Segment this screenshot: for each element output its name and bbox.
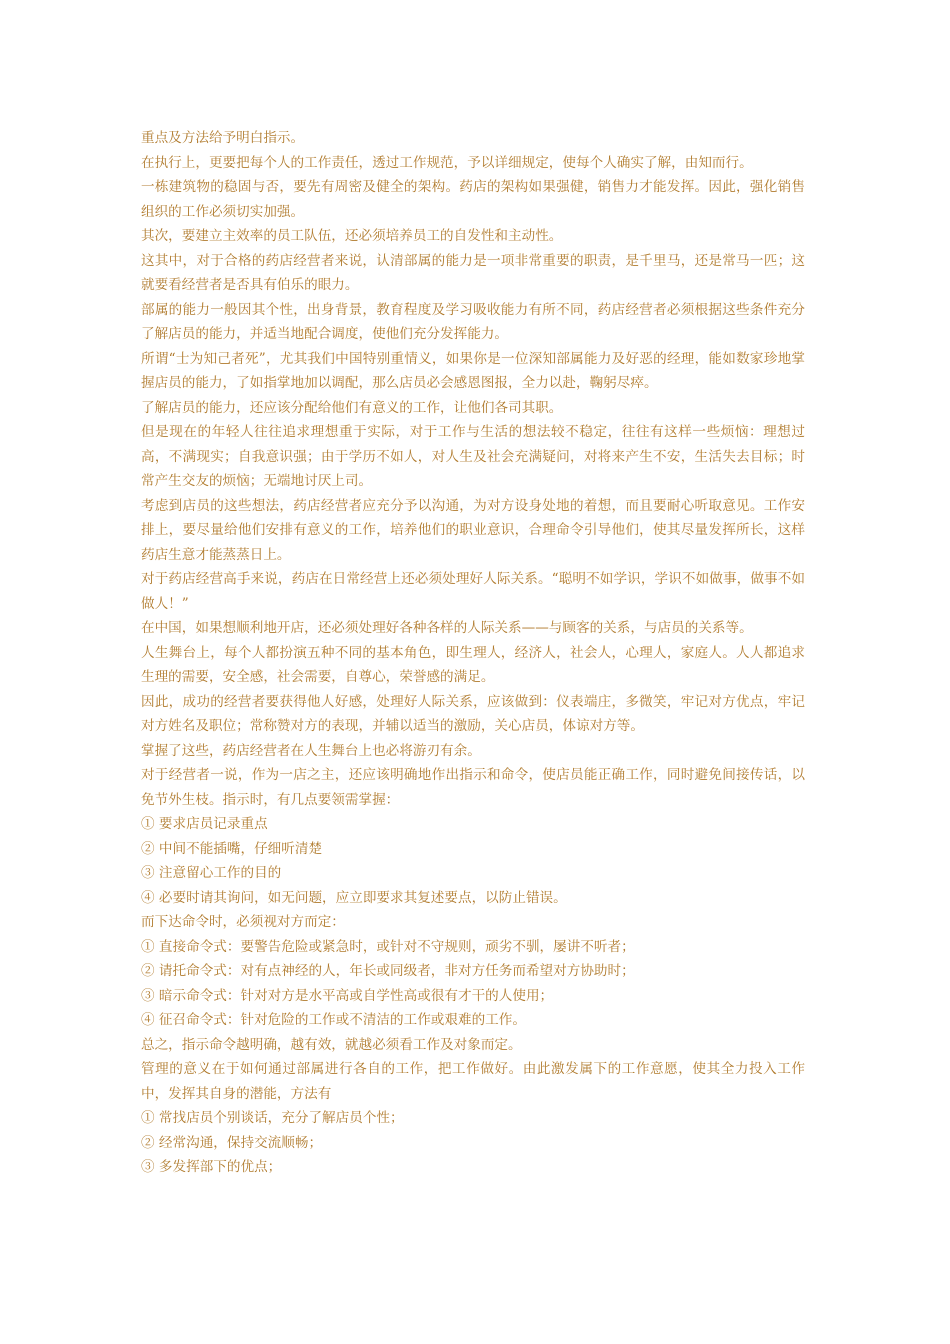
list-item: ③ 注意留心工作的目的	[141, 865, 282, 881]
paragraph: 这其中，对于合格的药店经营者来说，认清部属的能力是一项非常重要的职责，是千里马，还是常马一匹；这就要看经营者是否具有伯乐的眼力。	[141, 252, 805, 293]
paragraph: 而下达命令时，必须视对方而定：	[141, 914, 345, 930]
paragraph: 了解店员的能力，还应该分配给他们有意义的工作，让他们各司其职。	[141, 399, 563, 416]
paragraph: 对于药店经营高手来说，药店在日常经营上还必须处理好人际关系。“聪明不如学识，学识不如做事，做事不如做人！”	[141, 571, 805, 612]
paragraph: 一栋建筑物的稳固与否，要先有周密及健全的架构。药店的架构如果强健，销售力才能发挥。因此，强化销售组织的工作必须切实加强。	[141, 179, 805, 220]
paragraph: 所谓“士为知己者死”，尤其我们中国特别重情义，如果你是一位深知部属能力及好恶的经理，能如数家珍地掌握店员的能力，了如指掌地加以调配，那么店员必会感恩图报，全力以赴，鞠躬尽瘁。	[141, 350, 805, 391]
document-body	[141, 126, 805, 1180]
list-item: ④ 必要时请其询问，如无问题，应立即要求其复述要点，以防止错误。	[141, 889, 567, 906]
paragraph: 掌握了这些，药店经营者在人生舞台上也必将游刃有余。	[141, 742, 481, 759]
list-item: ④ 征召命令式：针对危险的工作或不清洁的工作或艰难的工作。	[141, 1012, 526, 1028]
paragraph: 对于经营者一说，作为一店之主，还应该明确地作出指示和命令，使店员能正确工作，同时避免间接传话，以免节外生枝。指示时，有几点要领需掌握：	[141, 767, 805, 808]
paragraph: 重点及方法给予明白指示。	[141, 130, 305, 146]
list-item: ① 常找店员个别谈话，充分了解店员个性；	[141, 1110, 404, 1126]
list-item: ① 直接命令式：要警告危险或紧急时，或针对不守规则，顽劣不驯，屡讲不听者；	[141, 938, 635, 955]
list-item: ③ 暗示命令式：针对对方是水平高或自学性高或很有才干的人使用；	[141, 987, 554, 1004]
paragraph: 在中国，如果想顺利地开店，还必须处理好各种各样的人际关系——与顾客的关系，与店员的关系等。	[141, 620, 753, 636]
list-item: ③ 多发挥部下的优点；	[141, 1159, 282, 1175]
list-item: ① 要求店员记录重点	[141, 816, 268, 832]
list-item: ② 请托命令式：对有点神经的人，年长或同级者，非对方任务而希望对方协助时；	[141, 963, 635, 979]
paragraph: 部属的能力一般因其个性，出身背景，教育程度及学习吸收能力有所不同，药店经营者必须根据这些条件充分了解店员的能力，并适当地配合调度，使他们充分发挥能力。	[141, 301, 805, 342]
paragraph: 但是现在的年轻人往往追求理想重于实际，对于工作与生活的想法较不稳定，往往有这样一些烦恼：理想过高，不满现实；自我意识强；由于学历不如人，对人生及社会充满疑问，对将来产生不安，生活失去目标；时常产生交友的烦恼；无端地讨厌上司。	[141, 424, 805, 489]
paragraph: 管理的意义在于如何通过部属进行各自的工作，把工作做好。由此激发属下的工作意愿，使其全力投入工作中，发挥其自身的潜能，方法有	[141, 1061, 805, 1102]
paragraph: 总之，指示命令越明确，越有效，就越必须看工作及对象而定。	[141, 1036, 522, 1053]
paragraph: 在执行上，更要把每个人的工作责任，透过工作规范，予以详细规定，使每个人确实了解，由知而行。	[141, 154, 753, 171]
paragraph: 人生舞台上，每个人都扮演五种不同的基本角色，即生理人，经济人，社会人，心理人，家庭人。人人都追求生理的需要，安全感，社会需要，自尊心，荣誉感的满足。	[141, 644, 805, 685]
paragraph: 因此，成功的经营者要获得他人好感，处理好人际关系，应该做到：仪表端庄，多微笑，牢记对方优点，牢记对方姓名及职位；常称赞对方的表现，并辅以适当的激励，关心店员，体谅对方等。	[141, 693, 805, 734]
list-item: ② 中间不能插嘴，仔细听清楚	[141, 840, 323, 857]
paragraph: 其次，要建立主效率的员工队伍，还必须培养员工的自发性和主动性。	[141, 228, 563, 244]
paragraph: 考虑到店员的这些想法，药店经营者应充分予以沟通，为对方设身处地的着想，而且要耐心听取意见。工作安排上，要尽量给他们安排有意义的工作，培养他们的职业意识，合理命令引导他们，使其尽量发挥所长，这样药店生意才能蒸蒸日上。	[141, 497, 805, 563]
list-item: ② 经常沟通，保持交流顺畅；	[141, 1134, 323, 1151]
